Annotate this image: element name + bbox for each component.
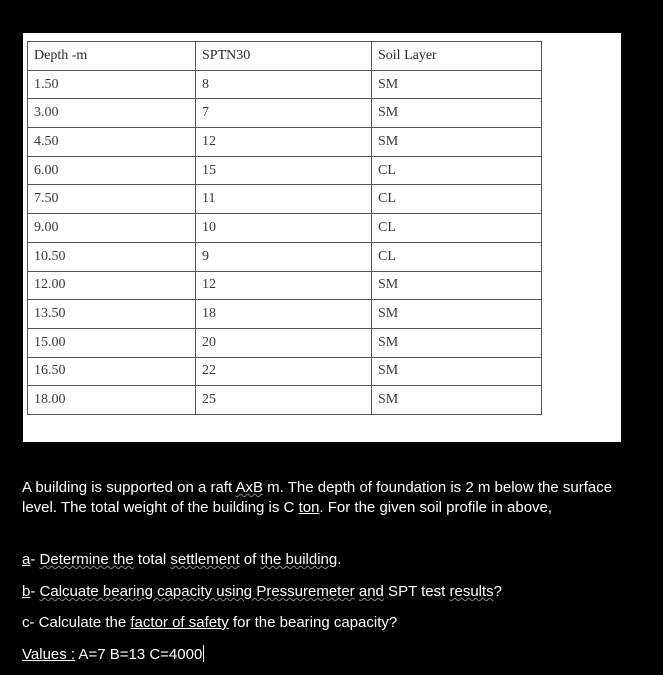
table-row [28, 214, 542, 243]
raft-dimension: AxB [235, 479, 263, 496]
question-text [22, 478, 647, 663]
table-cell: 20 [196, 328, 372, 357]
problem-statement: A building is supported on a raft AxB m. The depth of foundation is 2 m below the surface level. The total weight of the building is C ton. For the given soil profile in above, [22, 479, 613, 516]
table-cell: 18 [196, 300, 372, 329]
table-row [28, 328, 542, 357]
table-cell: 1.50 [28, 70, 196, 99]
soil-table-panel [23, 33, 621, 442]
table-cell: 15 [196, 156, 372, 185]
values-text: A=7 B=13 C=4000 [75, 646, 203, 663]
table-cell: 12 [196, 128, 372, 157]
table-cell: SM [372, 70, 542, 99]
table-cell: Depth -m [28, 42, 196, 71]
table-cell: 7 [196, 99, 372, 128]
table-cell: 12.00 [28, 271, 196, 300]
table-cell: SM [372, 271, 542, 300]
table-cell: 9 [196, 242, 372, 271]
table-row [28, 99, 542, 128]
table-header-row [28, 42, 542, 71]
table-cell: 3.00 [28, 99, 196, 128]
table-cell: 18.00 [28, 386, 196, 415]
table-cell: SM [372, 99, 542, 128]
table-row [28, 300, 542, 329]
item-c: c- Calculate the factor of safety for the bearing capacity? [22, 614, 398, 631]
table-cell: CL [372, 185, 542, 214]
table-cell: 10.50 [28, 242, 196, 271]
table-cell: 8 [196, 70, 372, 99]
table-cell: SM [372, 300, 542, 329]
table-cell: 9.00 [28, 214, 196, 243]
table-cell: 7.50 [28, 185, 196, 214]
table-cell: SM [372, 328, 542, 357]
table-cell: CL [372, 242, 542, 271]
table-cell: Soil Layer [372, 42, 542, 71]
table-row [28, 128, 542, 157]
table-cell: 13.50 [28, 300, 196, 329]
values-label: Values : [22, 646, 76, 663]
table-cell: 10 [196, 214, 372, 243]
weight-unit: ton [298, 499, 320, 516]
table-row [28, 70, 542, 99]
values-line[interactable] [22, 645, 204, 665]
table-cell: CL [372, 214, 542, 243]
table-row [28, 156, 542, 185]
table-cell: 12 [196, 271, 372, 300]
table-row [28, 185, 542, 214]
table-row [28, 357, 542, 386]
table-cell: CL [372, 156, 542, 185]
table-cell: 25 [196, 386, 372, 415]
table-cell: 4.50 [28, 128, 196, 157]
item-b: b- Calcuate bearing capacity using Pressuremeter and SPT test results? [22, 583, 503, 600]
text-caret [203, 645, 204, 662]
table-cell: SM [372, 386, 542, 415]
table-row [28, 271, 542, 300]
table-cell: 16.50 [28, 357, 196, 386]
table-cell: SPTN30 [196, 42, 372, 71]
table-row [28, 242, 542, 271]
table-cell: 15.00 [28, 328, 196, 357]
table-cell: 22 [196, 357, 372, 386]
table-cell: SM [372, 128, 542, 157]
item-a: a- Determine the total settlement of the building. [22, 551, 342, 568]
soil-profile-table [27, 41, 542, 415]
table-row [28, 386, 542, 415]
table-cell: 6.00 [28, 156, 196, 185]
table-cell: 11 [196, 185, 372, 214]
table-cell: SM [372, 357, 542, 386]
